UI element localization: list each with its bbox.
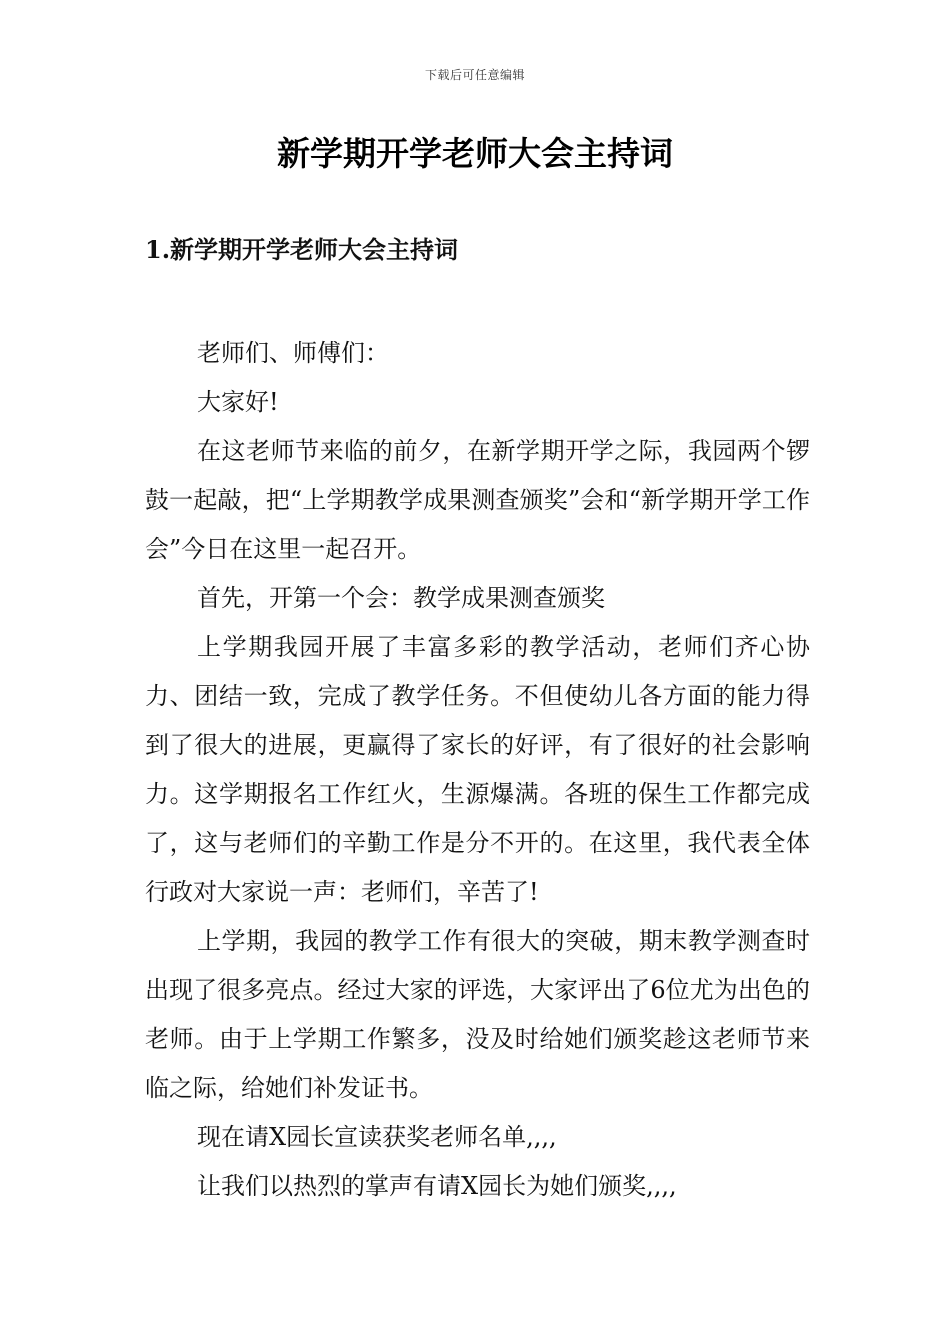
- paragraph-present-awards: 让我们以热烈的掌声有请X园长为她们颁奖,,,,: [197, 1172, 677, 1200]
- paragraph-announce-list: 现在请X园长宣读获奖老师名单,,,,: [197, 1123, 557, 1151]
- paragraph-awards: 上学期，我园的教学工作有很大的突破，期末教学测查时出现了很多亮点。经过大家的评选，大家评出了6位尤为出色的老师。由于上学期工作繁多，没及时给她们颁奖趁这老师节来临之际，给她们补发证书。: [145, 927, 810, 1102]
- paragraph-hello: 大家好!: [197, 388, 279, 416]
- document-body: [145, 329, 810, 1211]
- document-title: 新学期开学老师大会主持词: [277, 134, 673, 173]
- paragraph-greeting: 老师们、师傅们：: [197, 339, 389, 367]
- paragraph-first-meeting: 首先，开第一个会：教学成果测查颁奖: [197, 584, 605, 612]
- paragraph-last-semester: 上学期我园开展了丰富多彩的教学活动，老师们齐心协力、团结一致，完成了教学任务。不但使幼儿各方面的能力得到了很大的进展，更赢得了家长的好评，有了很好的社会影响力。这学期报名工作红火，生源爆满。各班的保生工作都完成了，这与老师们的辛勤工作是分不开的。在这里，我代表全体行政对大家说一声：老师们，辛苦了!: [145, 633, 810, 906]
- section-heading: 1.新学期开学老师大会主持词: [145, 235, 459, 264]
- header-note: 下载后可任意编辑: [424, 68, 525, 82]
- paragraph-intro: 在这老师节来临的前夕，在新学期开学之际，我园两个锣鼓一起敲，把“上学期教学成果测查颁奖”会和“新学期开学工作会”今日在这里一起召开。: [145, 437, 810, 563]
